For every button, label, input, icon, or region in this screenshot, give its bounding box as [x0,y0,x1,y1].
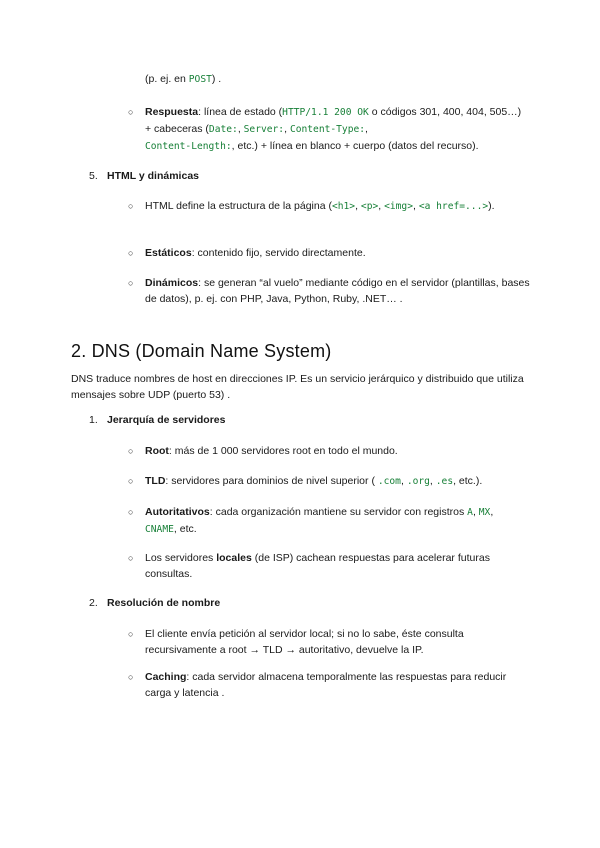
bullet-marker: ○ [128,278,134,288]
root-bullet: ○ Root: más de 1 000 servidores root en todo el mundo. [128,445,398,457]
code-post: POST [188,74,212,85]
dinamicos-bullet: ○ Dinámicos: se generan “al vuelo” mediante código en el servidor (plantillas, bases de datos), p. ej. con PHP, Java, Python, Ruby, .NET… . [128,277,530,305]
bullet-marker: ○ [128,476,134,486]
bullet-marker: ○ [128,553,134,563]
bullet-marker: ○ [128,672,134,682]
bullet-marker: ○ [128,201,134,211]
html-define-bullet: ○ HTML define la estructura de la página (<h1>, <p>, <img>, <a href=...>). [128,200,495,212]
numbered-item-2: 2. Resolución de nombre [89,597,221,609]
cliente-bullet: ○ El cliente envía petición al servidor local; si no lo sabe, éste consulta recursivamente a root → TLD → autoritativo, devuelve la IP. [128,628,464,656]
bullet-marker: ○ [128,446,134,456]
estaticos-bullet: ○ Estáticos: contenido fijo, servido directamente. [128,247,366,259]
bullet-marker: ○ [128,629,134,639]
request-continuation: (p. ej. en POST) . [145,73,222,85]
bullet-marker: ○ [128,107,134,117]
autoritativos-bullet: ○ Autoritativos: cada organización mantiene su servidor con registros A, MX, CNAME, etc. [128,506,494,535]
respuesta-bullet: ○ Respuesta: línea de estado (HTTP/1.1 200 OK o códigos 301, 400, 404, 505…) + cabeceras (Date:, Server:, Content-Type:, Content-Length:, etc.) + línea en blanco + cuerpo (datos del recurso). [128,106,522,152]
locales-bullet: ○ Los servidores locales (de ISP) cachean respuestas para acelerar futuras consultas. [128,552,490,580]
bullet-marker: ○ [128,248,134,258]
tld-bullet: ○ TLD: servidores para dominios de nivel superior ( .com, .org, .es, etc.). [128,475,483,487]
bullet-marker: ○ [128,507,134,517]
numbered-item-5: 5. HTML y dinámicas [89,170,199,182]
caching-bullet: ○ Caching: cada servidor almacena temporalmente las respuestas para reducir carga y latencia . [128,671,507,699]
dns-intro: DNS traduce nombres de host en direcciones IP. Es un servicio jerárquico y distribuido que utiliza mensajes sobre UDP (puerto 53) . [71,373,524,401]
section-heading-dns: 2. DNS (Domain Name System) [71,341,332,361]
numbered-item-1: 1. Jerarquía de servidores [89,414,226,426]
